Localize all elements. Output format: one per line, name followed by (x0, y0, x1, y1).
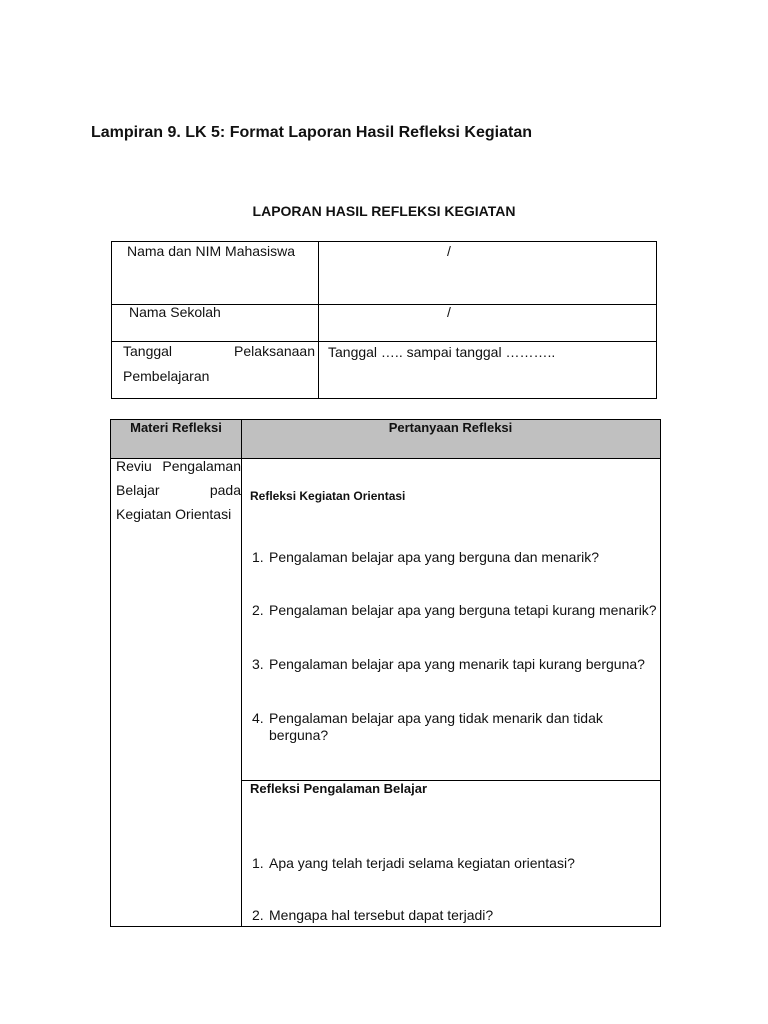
question-number: 3. (252, 656, 264, 672)
report-heading: LAPORAN HASIL REFLEKSI KEGIATAN (252, 203, 516, 219)
column-divider (241, 420, 242, 926)
question-number: 1. (252, 549, 264, 565)
column-divider (318, 242, 319, 398)
date-label-line1 (123, 343, 315, 359)
name-nim-value: / (447, 243, 451, 259)
question-text: Pengalaman belajar apa yang berguna dan menarik? (269, 549, 600, 565)
question-text: Pengalaman belajar apa yang menarik tapi kurang berguna? (269, 656, 645, 672)
question-text: Apa yang telah terjadi selama kegiatan orientasi? (269, 855, 575, 871)
materi-cell (116, 458, 241, 522)
question-number: 2. (252, 907, 264, 923)
materi-word: pada (209, 482, 241, 498)
section-title-pengalaman: Refleksi Pengalaman Belajar (250, 781, 428, 796)
question-text-continued: berguna? (269, 727, 329, 743)
row-divider (112, 341, 656, 342)
materi-line (116, 482, 241, 498)
materi-line: Kegiatan Orientasi (116, 506, 232, 522)
date-value: Tanggal ….. sampai tanggal ……….. (328, 344, 556, 360)
question-text: Pengalaman belajar apa yang berguna tetapi kurang menarik? (269, 602, 657, 618)
name-nim-label: Nama dan NIM Mahasiswa (127, 243, 296, 259)
reflection-table (110, 419, 661, 927)
header-pertanyaan: Pertanyaan Refleksi (388, 420, 513, 435)
question-text: Mengapa hal tersebut dapat terjadi? (269, 907, 494, 923)
materi-word: Reviu (116, 458, 152, 474)
date-label-word: Tanggal (123, 343, 173, 359)
question-text: Pengalaman belajar apa yang tidak menarik dan tidak (269, 710, 603, 726)
materi-word: Pengalaman (162, 458, 241, 474)
materi-word: Belajar (116, 482, 160, 498)
school-name-value: / (447, 304, 451, 320)
date-label-line2: Pembelajaran (123, 368, 210, 384)
question-number: 4. (252, 710, 264, 726)
date-label-word: Pelaksanaan (234, 343, 315, 359)
question-number: 1. (252, 855, 264, 871)
header-materi: Materi Refleksi (130, 420, 222, 435)
info-table (111, 241, 657, 399)
document-title: Lampiran 9. LK 5: Format Laporan Hasil Refleksi Kegiatan (91, 124, 532, 141)
school-name-label: Nama Sekolah (129, 304, 221, 320)
question-number: 2. (252, 602, 264, 618)
materi-line (116, 458, 241, 474)
section-title-orientasi: Refleksi Kegiatan Orientasi (250, 489, 406, 503)
